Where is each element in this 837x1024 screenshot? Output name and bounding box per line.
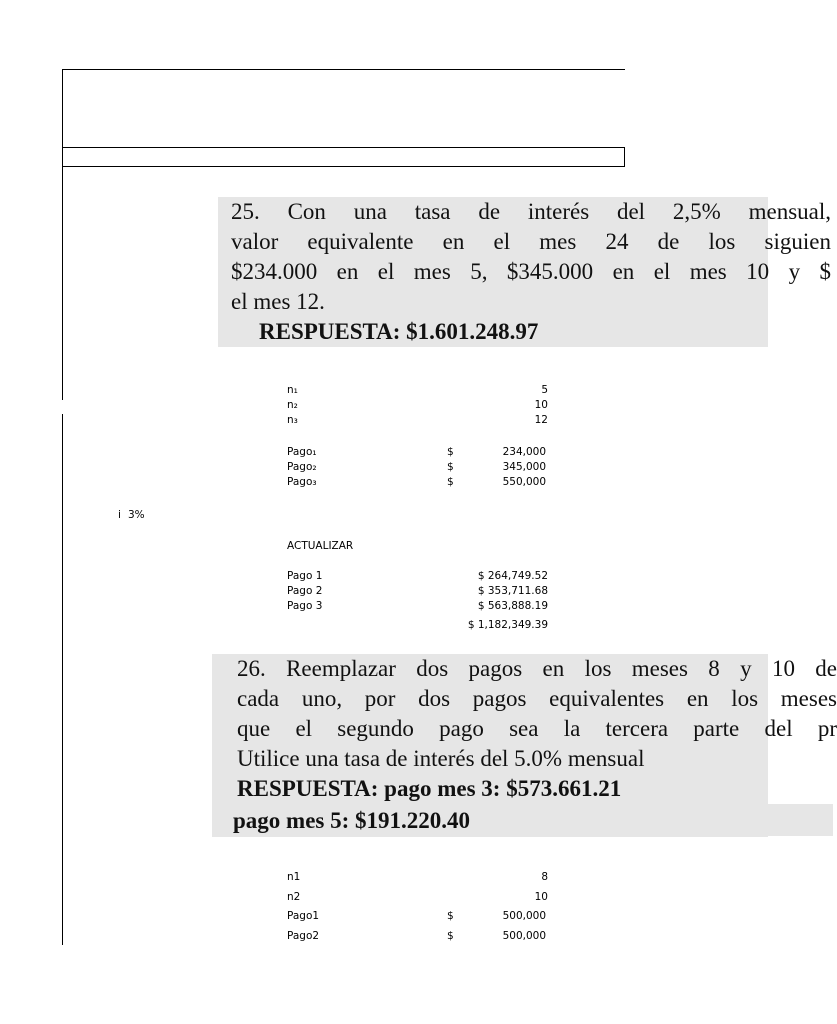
header-bar-box xyxy=(62,147,625,167)
pago2-currency: $ xyxy=(447,461,454,473)
pago2-label: Pago₂ xyxy=(287,461,317,473)
problem-26-line-1: 26. Reemplazar dos pagos en los meses 8 y 10 de xyxy=(237,656,837,681)
n3-label: n₃ xyxy=(287,414,298,426)
n1-value: 5 xyxy=(541,384,548,396)
pago3-label: Pago₃ xyxy=(287,476,317,488)
problem-26-block xyxy=(212,654,837,837)
problem-25-line-4: el mes 12. xyxy=(231,289,325,314)
problem-26-answer-line-1: RESPUESTA: pago mes 3: $573.661.21 xyxy=(237,776,622,801)
rate-value: 3% xyxy=(128,509,145,521)
table-row xyxy=(0,568,768,584)
problem-26-line-3: que el segundo pago sea la tercera parte del pr xyxy=(237,716,837,741)
table-row xyxy=(0,412,768,428)
t26-pago2-currency: $ xyxy=(447,930,454,942)
problem-25-answer: RESPUESTA: $1.601.248.97 xyxy=(259,319,539,344)
pago1-label: Pago₁ xyxy=(287,446,317,458)
table-row xyxy=(0,459,768,475)
t26-pago1-label: Pago1 xyxy=(287,910,320,922)
t26-pago1-value: 500,000 xyxy=(502,910,546,922)
problem-26-line-2: cada uno, por dos pagos equivalentes en los meses xyxy=(237,686,837,711)
update-pago3-value: $ 563,888.19 xyxy=(477,600,548,612)
pago3-value: 550,000 xyxy=(502,476,546,488)
table-row xyxy=(0,583,768,599)
update-pago2-value: $ 353,711.68 xyxy=(477,585,548,597)
table-row xyxy=(0,382,768,398)
table-row xyxy=(0,538,768,554)
table-row xyxy=(0,598,768,614)
t26-n1-label: n1 xyxy=(287,871,301,883)
pago2-value: 345,000 xyxy=(502,461,546,473)
t26-pago2-label: Pago2 xyxy=(287,930,320,942)
t26-n2-label: n2 xyxy=(287,891,301,903)
update-pago2-label: Pago 2 xyxy=(287,585,323,597)
t26-n2-value: 10 xyxy=(534,891,548,903)
update-total-value: $ 1,182,349.39 xyxy=(467,619,548,631)
table-row xyxy=(0,617,768,633)
pago1-value: 234,000 xyxy=(502,446,546,458)
t26-pago2-value: 500,000 xyxy=(502,930,546,942)
n2-label: n₂ xyxy=(287,399,298,411)
table-row xyxy=(0,444,768,460)
table-row xyxy=(0,507,768,523)
frame-top-line xyxy=(62,69,625,70)
problem-25-line-2: valor equivalente en el mes 24 de los siguien xyxy=(231,229,831,254)
table-row xyxy=(0,474,768,490)
table-row xyxy=(0,889,768,905)
n3-value: 12 xyxy=(534,414,548,426)
t26-n1-value: 8 xyxy=(541,871,548,883)
t26-pago1-currency: $ xyxy=(447,910,454,922)
pago3-currency: $ xyxy=(447,476,454,488)
frame-left-line-lower xyxy=(62,414,63,945)
rate-label: i xyxy=(118,509,121,521)
n2-value: 10 xyxy=(534,399,548,411)
update-pago3-label: Pago 3 xyxy=(287,600,323,612)
problem-25-block xyxy=(218,197,831,347)
pago1-currency: $ xyxy=(447,446,454,458)
section-title-actualizar: ACTUALIZAR xyxy=(287,540,354,552)
problem-26-line-4: Utilice una tasa de interés del 5.0% mensual xyxy=(237,746,645,771)
problem-26-answer-line-2: pago mes 5: $191.220.40 xyxy=(233,808,471,833)
update-pago1-label: Pago 1 xyxy=(287,570,323,582)
table-row xyxy=(0,928,768,944)
problem-25-line-3: $234.000 en el mes 5, $345.000 en el mes 10 y $ xyxy=(231,259,831,284)
table-row xyxy=(0,908,768,924)
table-row xyxy=(0,397,768,413)
table-row xyxy=(0,869,768,885)
problem-25-line-1: 25. Con una tasa de interés del 2,5% mensual, xyxy=(231,199,831,224)
frame-left-line-upper xyxy=(62,69,63,400)
n1-label: n₁ xyxy=(287,384,298,396)
update-pago1-value: $ 264,749.52 xyxy=(477,570,548,582)
